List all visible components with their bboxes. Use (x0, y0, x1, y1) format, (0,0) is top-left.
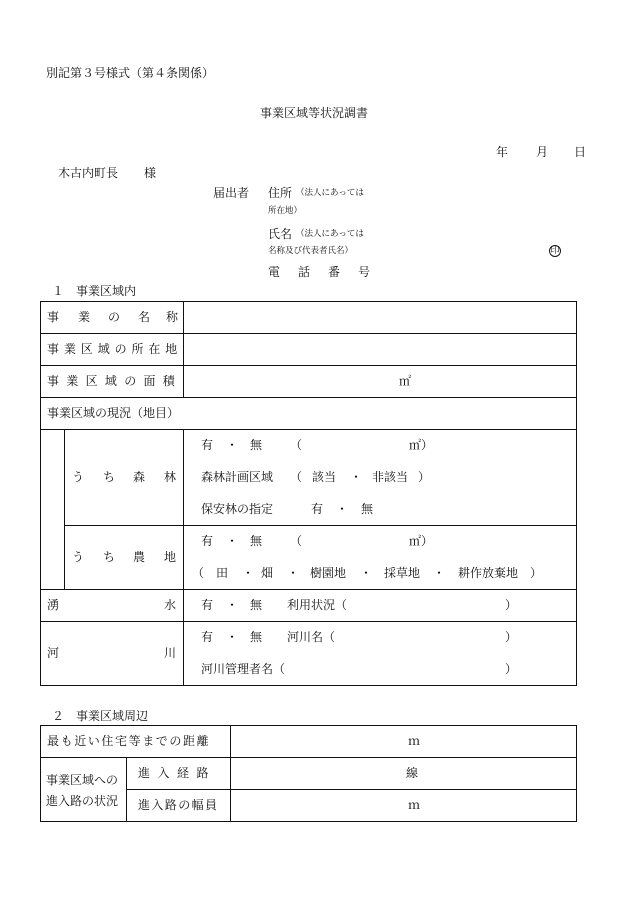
area-unit: ㎡ (399, 374, 412, 388)
phone-char-2: 話 (298, 265, 311, 279)
forest-plan-label: 森林計画区域 (201, 470, 274, 484)
spring-dot: ・ (226, 598, 239, 612)
river-label-2: 川 (164, 646, 177, 660)
farm-type-abandoned: 耕作放棄地 (458, 566, 519, 580)
farm-label-1: う (72, 550, 85, 564)
farm-dot-2: ・ (287, 566, 300, 580)
farm-dot: ・ (226, 534, 239, 548)
name-note: （法人にあっては (296, 229, 364, 239)
spring-label-2: 水 (164, 598, 177, 612)
date-month-label: 月 (536, 145, 549, 159)
river-name-close: ） (505, 630, 518, 644)
forest-no: 無 (250, 438, 263, 452)
river-no: 無 (250, 630, 263, 644)
farm-label-2: ち (103, 550, 116, 564)
farm-dot-3: ・ (360, 566, 373, 580)
spring-no: 無 (250, 598, 263, 612)
farm-types-open: （ (192, 566, 205, 580)
access-route-label: 進入経路 (138, 766, 217, 780)
form-note: 別記第３号様式（第４条関係） (46, 66, 215, 80)
nearest-house-unit: ｍ (408, 734, 421, 748)
farm-types-close: ） (530, 566, 543, 580)
phone-char-3: 番 (328, 265, 341, 279)
farm-type-meadow: 採草地 (384, 566, 421, 580)
farm-type-orchard: 樹園地 (310, 566, 347, 580)
forest-area-open: （ (290, 438, 303, 452)
farm-type-paddy: 田 (216, 566, 229, 580)
forest-label-1: う (72, 470, 85, 484)
forest-plan-dot: ・ (350, 470, 363, 484)
farm-label-3: 農 (133, 550, 146, 564)
farm-no: 無 (250, 534, 263, 548)
name-note-2: 名称及び代表者氏名） (268, 246, 354, 256)
farm-dot-4: ・ (433, 566, 446, 580)
date-year-label: 年 (496, 145, 509, 159)
forest-area-unit: ㎡） (409, 438, 434, 452)
forest-label-2: ち (103, 470, 116, 484)
addressee-suffix: 様 (144, 166, 157, 180)
seal-mark: 印 (550, 245, 560, 256)
river-name-label: 河川名（ (287, 630, 336, 644)
address-note: （法人にあっては (296, 188, 364, 198)
river-manager-close: ） (505, 662, 518, 676)
project-name-char-4: 名 (138, 310, 151, 324)
access-route-unit: 線 (406, 766, 419, 780)
section2-heading: ２ 事業区域周辺 (52, 709, 149, 723)
project-name-char-2: 業 (78, 310, 91, 324)
protected-forest-no: 無 (361, 502, 374, 516)
current-status-label: 事業区域の現況（地目） (47, 406, 180, 420)
forest-plan-not-applicable: 非該当 (372, 470, 409, 484)
river-label-1: 河 (47, 646, 60, 660)
project-name-char-5: 称 (166, 310, 179, 324)
page-title: 事業区域等状況調書 (260, 106, 369, 120)
forest-label-4: 林 (164, 470, 177, 484)
address-label: 住所 (268, 186, 293, 200)
forest-plan-close: ） (418, 470, 431, 484)
forest-dot: ・ (226, 438, 239, 452)
river-yes: 有 (201, 630, 214, 644)
farm-type-field: 畑 (261, 566, 274, 580)
project-name-char-3: の (108, 310, 121, 324)
river-dot: ・ (226, 630, 239, 644)
access-width-unit: ｍ (408, 798, 421, 812)
forest-plan-open: （ (290, 470, 303, 484)
river-manager-label: 河川管理者名（ (201, 662, 286, 676)
phone-char-4: 号 (358, 265, 371, 279)
name-label: 氏名 (268, 227, 293, 241)
protected-forest-label: 保安林の指定 (201, 502, 274, 516)
access-label-2: 進入路の状況 (46, 794, 119, 808)
access-width-label: 進入路の幅員 (138, 798, 219, 812)
nearest-house-label: 最も近い住宅等までの距離 (47, 734, 211, 748)
location-label: 事業区域の所在地 (47, 342, 183, 356)
spring-label-1: 湧 (47, 598, 60, 612)
address-note-2: 所在地） (268, 206, 303, 216)
farm-area-unit: ㎡） (409, 534, 434, 548)
forest-label-3: 森 (133, 470, 146, 484)
access-label-1: 事業区域への (46, 773, 119, 787)
farm-dot-1: ・ (242, 566, 255, 580)
protected-forest-dot: ・ (336, 502, 349, 516)
farm-area-open: （ (290, 534, 303, 548)
spring-yes: 有 (201, 598, 214, 612)
farm-label-4: 地 (164, 550, 177, 564)
protected-forest-yes: 有 (311, 502, 324, 516)
phone-char-1: 電 (268, 265, 281, 279)
area-label: 事業区域の面積 (47, 374, 183, 388)
forest-plan-applicable: 該当 (312, 470, 337, 484)
farm-yes: 有 (201, 534, 214, 548)
section1-heading: １ 事業区域内 (52, 284, 137, 298)
addressee: 木古内町長 (58, 166, 119, 180)
spring-usage-close: ） (505, 598, 518, 612)
date-day-label: 日 (574, 145, 587, 159)
applicant-label: 届出者 (213, 186, 250, 200)
forest-yes: 有 (201, 438, 214, 452)
project-name-char-1: 事 (47, 310, 60, 324)
spring-usage-label: 利用状況（ (287, 598, 348, 612)
